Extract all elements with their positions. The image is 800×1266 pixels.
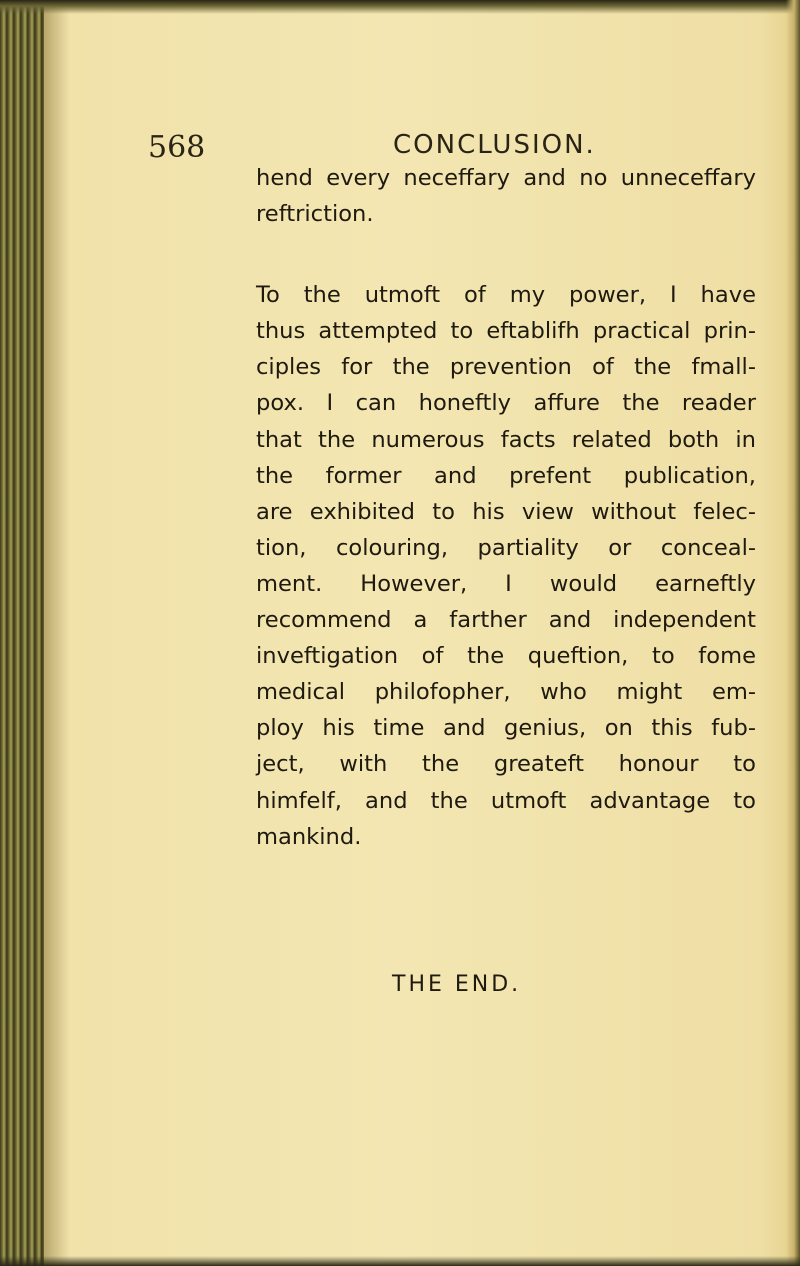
right-page-edge	[786, 0, 800, 1266]
the-end-label: THE END.	[392, 972, 522, 997]
text-line: thus attempted to eftablifh practical prin-	[256, 318, 756, 345]
text-line: recommend a farther and independent	[256, 607, 756, 634]
text-line: tion, colouring, partiality or conceal-	[256, 534, 756, 561]
text-line: ment. However, I would earneftly	[256, 570, 756, 597]
text-line: ciples for the prevention of the fmall-	[256, 354, 756, 381]
text-line: ploy his time and genius, on this fub-	[256, 715, 756, 742]
text-line: mankind.	[256, 823, 362, 850]
text-line: are exhibited to his view without felec-	[256, 498, 756, 525]
text-line: To the utmoft of my power, I have	[256, 282, 756, 309]
text-line: pox. I can honeftly affure the reader	[256, 390, 756, 417]
paragraph-gap	[256, 232, 756, 277]
text-line: hend every neceffary and no unneceffary	[256, 165, 756, 191]
bottom-page-edge	[0, 1256, 800, 1266]
text-line: medical philofopher, who might em-	[256, 679, 756, 706]
body-text	[256, 160, 756, 855]
text-line: inveftigation of the queftion, to fome	[256, 643, 756, 670]
text-line: ject, with the greateft honour to	[256, 751, 756, 778]
text-line: that the numerous facts related both in	[256, 426, 756, 453]
text-line: reftriction.	[256, 201, 374, 228]
top-page-edge	[0, 0, 800, 14]
book-binding-edge	[0, 0, 44, 1266]
running-title: CONCLUSION.	[393, 130, 596, 160]
text-line: the former and prefent publication,	[256, 462, 756, 489]
page-number: 568	[148, 130, 206, 165]
text-line: himfelf, and the utmoft advantage to	[256, 787, 756, 814]
gutter-shadow	[44, 0, 70, 1266]
